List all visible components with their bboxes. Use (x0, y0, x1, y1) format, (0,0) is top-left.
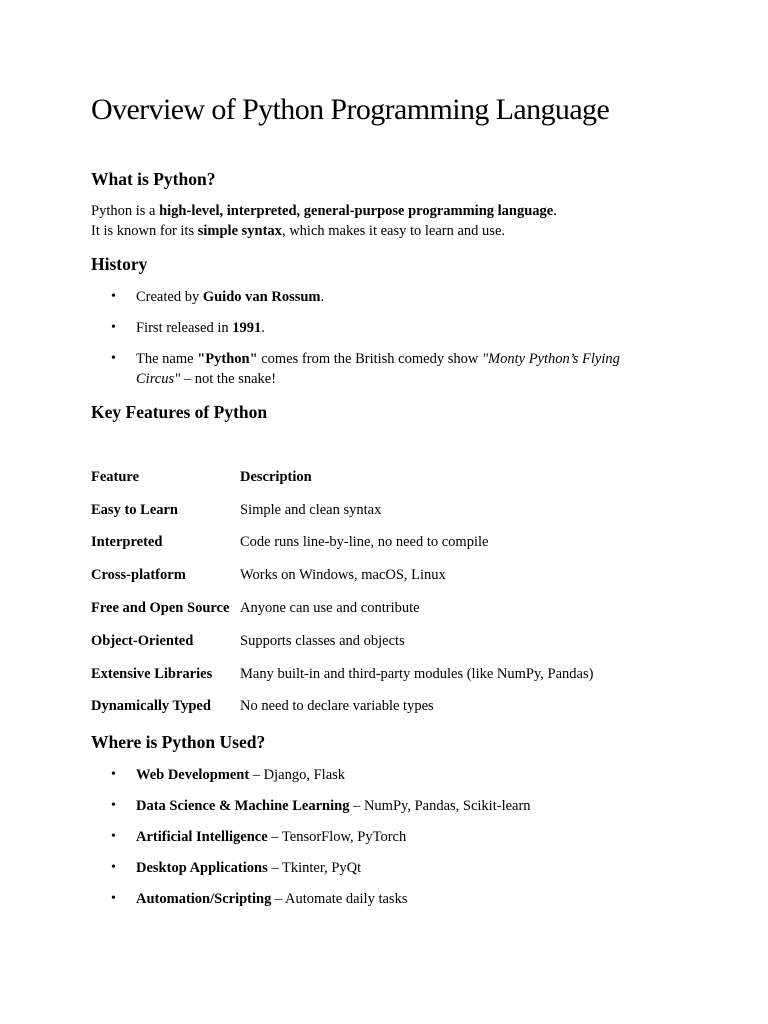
column-header-description: Description (240, 468, 312, 485)
table-row (91, 592, 593, 625)
heading-key-features: Key Features of Python (91, 402, 268, 422)
list-item: • Automation/Scripting – Automate daily tasks (91, 889, 656, 909)
heading-what-is-python: What is Python? (91, 169, 216, 189)
description-cell: Anyone can use and contribute (240, 600, 420, 617)
table-row (91, 658, 593, 691)
list-item: • Web Development – Django, Flask (91, 765, 656, 785)
description-cell: Many built-in and third-party modules (like NumPy, Pandas) (240, 665, 594, 682)
description-cell: No need to declare variable types (240, 698, 434, 715)
table-row (91, 625, 593, 658)
feature-cell: Free and Open Source (91, 600, 230, 617)
table-row (91, 527, 593, 560)
list-item: • Created by Guido van Rossum. (91, 287, 656, 307)
feature-cell: Easy to Learn (91, 501, 178, 518)
description-cell: Works on Windows, macOS, Linux (240, 567, 446, 584)
heading-history: History (91, 254, 148, 274)
feature-cell: Extensive Libraries (91, 665, 213, 682)
list-item: • The name "Python" comes from the British comedy show "Monty Python’s Flying Circus" – not the snake! (91, 349, 656, 389)
feature-cell: Object-Oriented (91, 632, 194, 649)
intro-line-2: It is known for its simple syntax, which makes it easy to learn and use. (91, 223, 506, 239)
column-header-feature: Feature (91, 468, 140, 485)
features-table (91, 461, 593, 723)
intro-line-1: Python is a high-level, interpreted, general-purpose programming language. (91, 203, 557, 219)
history-list (91, 287, 656, 389)
table-header-row (91, 461, 593, 494)
table-row (91, 691, 593, 724)
description-cell: Code runs line-by-line, no need to compile (240, 534, 489, 551)
feature-cell: Interpreted (91, 534, 163, 551)
list-item: • First released in 1991. (91, 318, 656, 338)
document-title: Overview of Python Programming Language (91, 93, 610, 126)
heading-where-used: Where is Python Used? (91, 732, 266, 752)
description-cell: Supports classes and objects (240, 632, 405, 649)
list-item: • Data Science & Machine Learning – NumPy, Pandas, Scikit-learn (91, 796, 656, 816)
description-cell: Simple and clean syntax (240, 501, 382, 518)
table-row (91, 559, 593, 592)
feature-cell: Dynamically Typed (91, 698, 211, 715)
table-row (91, 494, 593, 527)
list-item: • Artificial Intelligence – TensorFlow, PyTorch (91, 827, 656, 847)
list-item: • Desktop Applications – Tkinter, PyQt (91, 858, 656, 878)
feature-cell: Cross-platform (91, 567, 186, 584)
uses-list (91, 765, 656, 909)
intro-paragraph (91, 201, 691, 241)
